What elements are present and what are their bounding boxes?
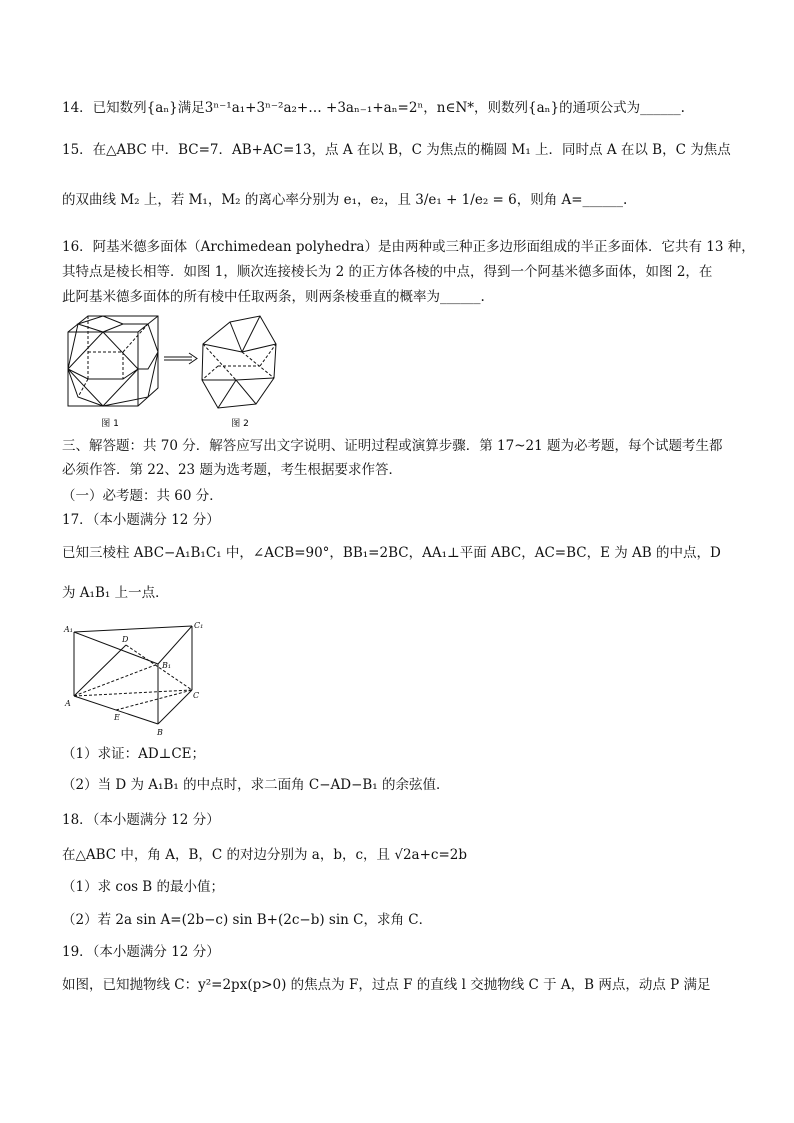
q18-part1: （1）求 cos B 的最小值；	[62, 879, 224, 895]
q19-head: 19．（本小题满分 12 分）	[62, 944, 220, 960]
q17-line1: 已知三棱柱 ABC−A₁B₁C₁ 中，∠ACB=90°，BB₁=2BC，AA₁⊥平面 ABC，AC=BC，E 为 AB 的中点，D	[62, 545, 721, 561]
q18-head: 18．（本小题满分 12 分）	[62, 812, 220, 828]
cuboctahedron-outline	[202, 316, 276, 408]
section3-line2: 必须作答．第 22、23 题为选考题，考生根据要求作答．	[62, 462, 402, 478]
q16-line2: 其特点是棱长相等．如图 1，顺次连接棱长为 2 的正方体各棱的中点，得到一个阿基米德多面体，如图 2，在	[62, 264, 713, 280]
label-C: C	[193, 691, 200, 700]
q18-line1: 在△ABC 中，角 A，B，C 的对边分别为 a，b，c，且 √2a+c=2b	[62, 847, 467, 863]
label-E: E	[114, 713, 120, 722]
q15-line1: 15．在△ABC 中．BC=7．AB+AC=13，点 A 在以 B，C 为焦点的椭圆 M₁ 上．同时点 A 在以 B，C 为焦点	[62, 142, 731, 158]
q16-line1: 16．阿基米德多面体（Archimedean polyhedra）是由两种或三种正多边形面组成的半正多面体．它共有 13 种，	[62, 239, 755, 255]
q17-head: 17．（本小题满分 12 分）	[62, 512, 220, 528]
label-A1: A₁	[64, 625, 73, 634]
fig1-caption: 图 1	[101, 419, 119, 429]
label-B1: B₁	[162, 661, 172, 670]
label-D: D	[122, 635, 129, 644]
q17-line2: 为 A₁B₁ 上一点．	[62, 585, 169, 601]
q15-line2: 的双曲线 M₂ 上，若 M₁，M₂ 的离心率分别为 e₁，e₂，且 3/e₁ + 1/e₂ = 6，则角 A=______.	[62, 192, 628, 208]
q16-line3: 此阿基米德多面体的所有棱中任取两条，则两条棱垂直的概率为______.	[62, 289, 485, 305]
fig2-caption: 图 2	[231, 419, 249, 429]
q17-part1: （1）求证：AD⊥CE；	[62, 746, 206, 762]
label-B: B	[157, 728, 163, 737]
q19-line1: 如图，已知抛物线 C：y²=2px(p>0) 的焦点为 F，过点 F 的直线 l 交抛物线 C 于 A，B 两点，动点 P 满足	[62, 977, 711, 993]
q17-part2: （2）当 D 为 A₁B₁ 的中点时，求二面角 C−AD−B₁ 的余弦值．	[62, 777, 450, 793]
q14-text: 14．已知数列{aₙ}满足3ⁿ⁻¹a₁+3ⁿ⁻²a₂+… +3aₙ₋₁+aₙ=2ⁿ，n∈N*，则数列{aₙ}的通项公式为______.	[62, 100, 685, 116]
polyhedra-figure	[60, 314, 310, 430]
cube-outline	[68, 316, 158, 406]
label-C1: C₁	[194, 621, 204, 630]
prism-figure	[62, 618, 212, 740]
label-A: A	[65, 699, 71, 708]
section3-line1: 三、解答题：共 70 分．解答应写出文字说明、证明过程或演算步骤．第 17~21 题为必考题，每个试题考生都	[62, 438, 723, 454]
section3-line3: （一）必考题：共 60 分．	[62, 488, 223, 504]
q18-part2: （2）若 2a sin A=(2b−c) sin B+(2c−b) sin C，求角 C．	[62, 912, 433, 928]
